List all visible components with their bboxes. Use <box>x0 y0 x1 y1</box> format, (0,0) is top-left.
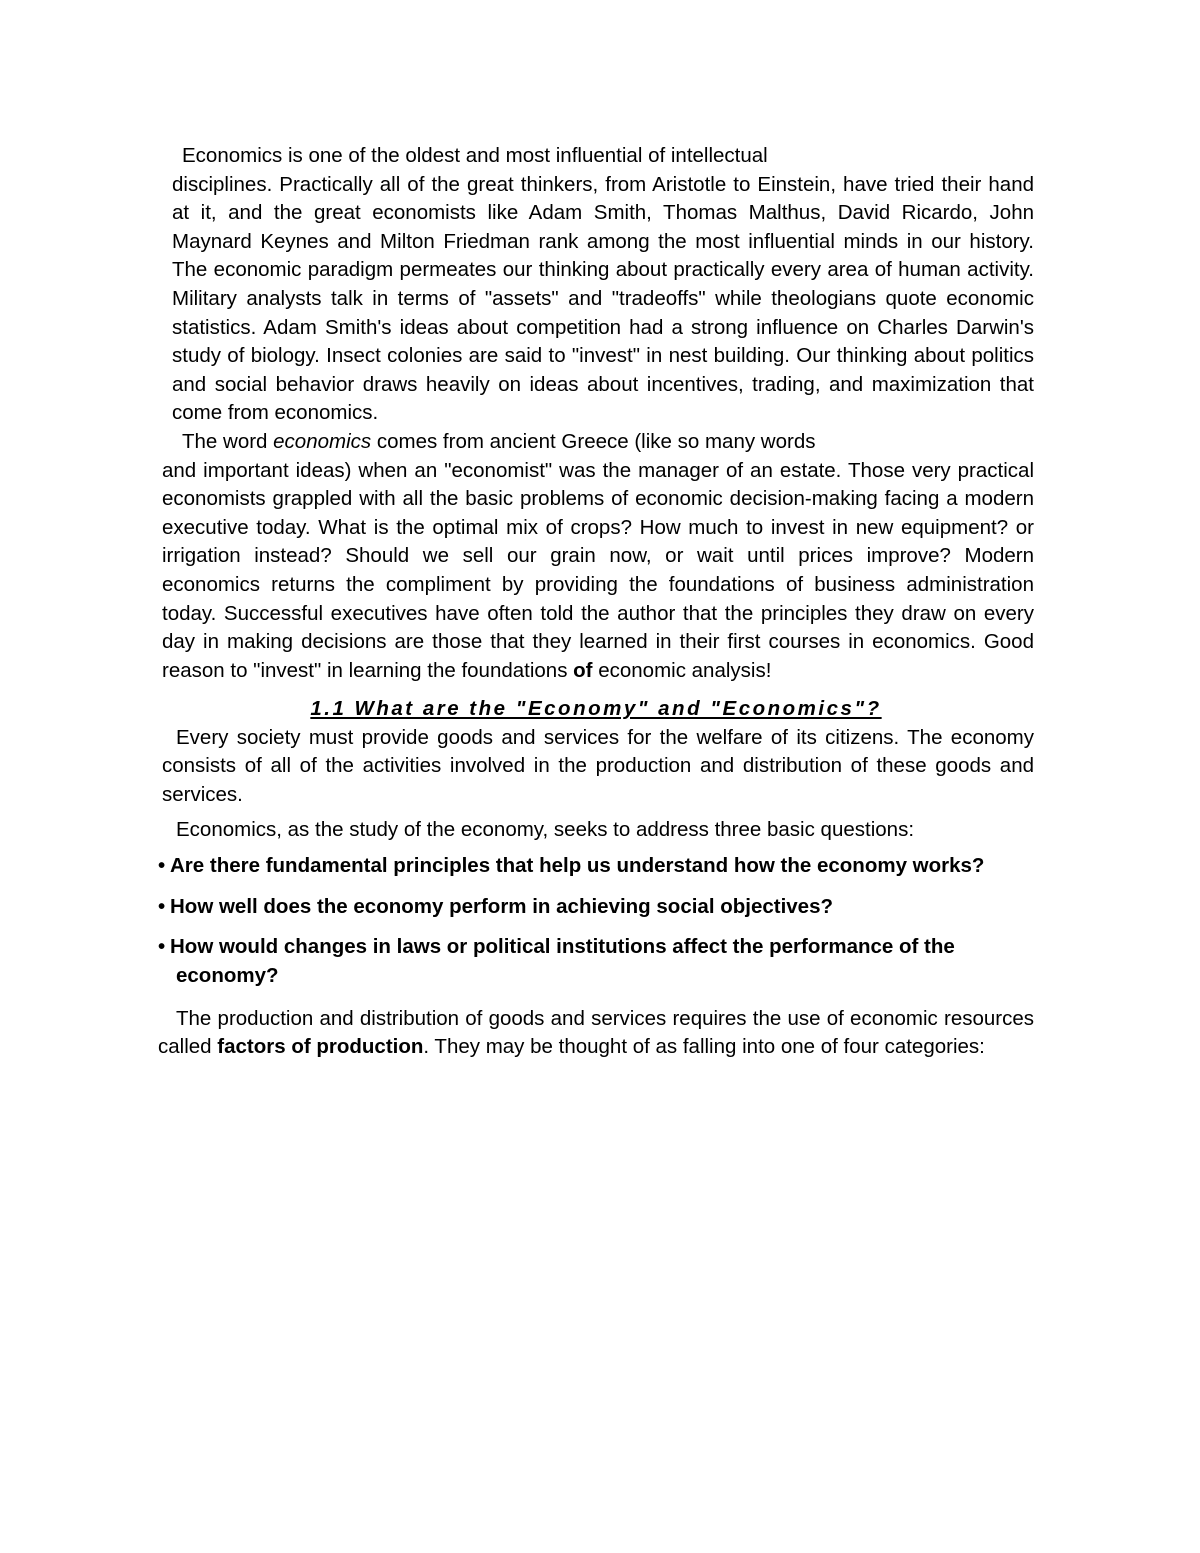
economy-definition-paragraph <box>158 724 1034 810</box>
intro-paragraph <box>158 142 1034 428</box>
document-body <box>158 142 1034 1062</box>
etymology-text-after: comes from ancient Greece (like so many words <box>371 429 816 453</box>
factors-paragraph <box>158 1005 1034 1062</box>
section-heading: 1.1 What are the "Economy" and "Economics"? <box>310 697 882 721</box>
factors-text-after: . They may be thought of as falling into one of four categories: <box>423 1035 985 1059</box>
question-text: How would changes in laws or political institutions affect the performance of the economy? <box>170 935 955 988</box>
etymology-paragraph-body <box>158 457 1034 686</box>
question-item <box>158 852 1034 881</box>
etymology-bold-word: of <box>573 658 593 682</box>
bullet-icon: • <box>158 894 166 918</box>
question-item <box>158 893 1034 922</box>
etymology-paragraph-first-line <box>158 428 1034 457</box>
etymology-body-after: economic analysis! <box>592 658 772 682</box>
economics-term: economics <box>273 429 372 453</box>
economy-definition-text: Every society must provide goods and services for the welfare of its citizens. The economy consists of all of the activities involved in the production and distribution of these goods and services. <box>162 725 1034 807</box>
etymology-body-before: and important ideas) when an "economist" was the manager of an estate. Those very practical economists grappled with all the basic problems of economic decision-making facing a modern executive today. What is the optimal mix of crops? How much to invest in new equipment? or irrigation instead? Should we sell our grain now, or wait until prices improve? Modern economics returns the compliment by providing the foundations of business administration today. Successful executives have often told the author that the principles they draw on every day in making decisions are those that they learned in their first courses in economics. Good reason to "invest" in learning the foundations <box>162 458 1034 682</box>
questions-list <box>158 852 1034 990</box>
intro-paragraph-first-line: Economics is one of the oldest and most influential of intellectual <box>182 144 768 167</box>
intro-paragraph-body: disciplines. Practically all of the great thinkers, from Aristotle to Einstein, have tried their hand at it, and the great economists like Adam Smith, Thomas Malthus, David Ricardo, John Maynard Keynes and Milton Friedman rank among the most influential minds in our history. The economic paradigm permeates our thinking about practically every area of human activity. Military analysts talk in terms of "assets" and "tradeoffs" while theologians quote economic statistics. Adam Smith's ideas about competition had a strong influence on Charles Darwin's study of biology. Insect colonies are said to "invest" in nest building. Our thinking about politics and social behavior draws heavily on ideas about incentives, trading, and maximization that come from economics. <box>172 172 1034 425</box>
etymology-text-before: The word <box>182 429 274 453</box>
question-text: How well does the economy perform in achieving social objectives? <box>170 894 834 918</box>
question-text: Are there fundamental principles that help us understand how the economy works? <box>170 854 985 878</box>
bullet-icon: • <box>158 935 166 959</box>
bullet-icon: • <box>158 854 166 878</box>
questions-lead: Economics, as the study of the economy, seeks to address three basic questions: <box>176 817 915 841</box>
etymology-paragraph <box>158 428 1034 685</box>
factors-of-production-term: factors of production <box>217 1035 424 1059</box>
factors-text-before: The production and distribution of goods and services requires the use of economic resources called <box>158 1006 1034 1059</box>
question-item <box>158 933 1034 990</box>
